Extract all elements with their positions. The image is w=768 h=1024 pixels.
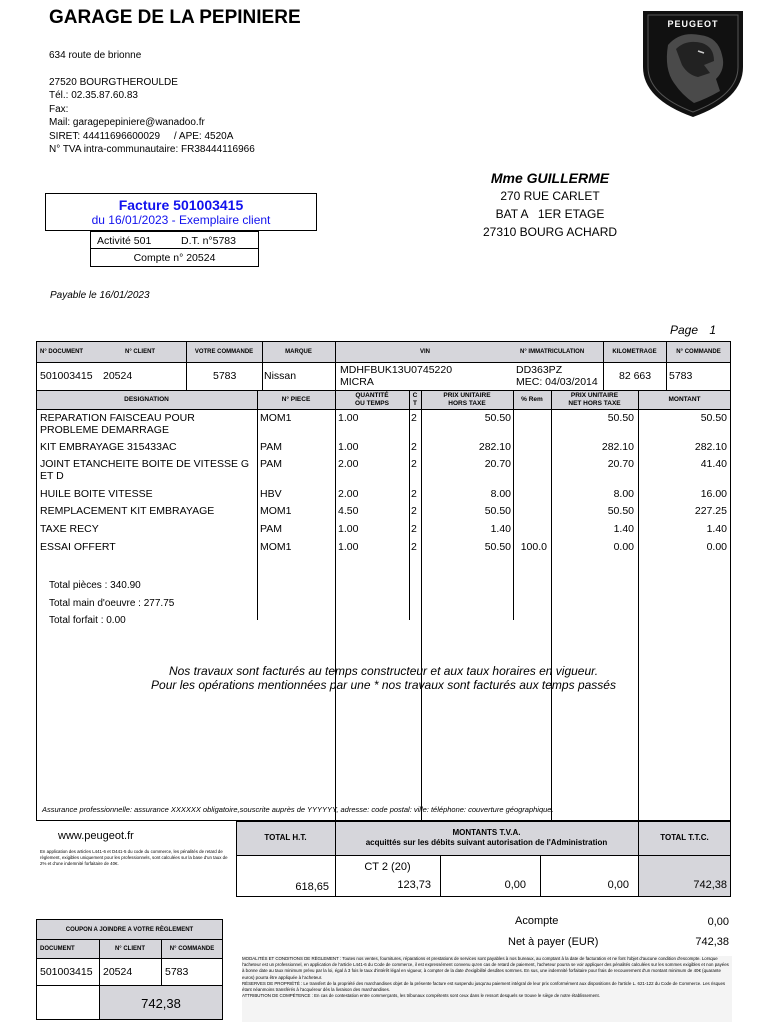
col-kilometrage: KILOMETRAGE (612, 349, 657, 355)
col-n-commande: N° COMMANDE (676, 349, 721, 355)
invoice-title: Facture 501003415 (118, 197, 244, 213)
line-rem: 100.0 (520, 541, 547, 553)
hv-vin: MDHFBUK13U0745220 (340, 364, 453, 376)
coupon-col-commande: N° COMMANDE (169, 946, 215, 952)
col-votre-commande: VOTRE COMMANDE (194, 349, 254, 355)
total-ht-label: TOTAL H.T. (264, 833, 307, 842)
line-designation (40, 541, 116, 553)
line-pu: 8.00 (490, 488, 511, 500)
tva-ct: CT 2 (20) (364, 861, 411, 873)
coupon-col-document: DOCUMENT (40, 946, 75, 952)
line-ct: 2 (411, 505, 417, 517)
line-montant: 16.00 (700, 488, 727, 500)
line-pu: 50.50 (484, 505, 511, 517)
website: www.peugeot.fr (58, 830, 134, 842)
client-line3: 27310 BOURG ACHARD (482, 225, 618, 239)
hv-km: 82 663 (619, 370, 652, 382)
line-net: 50.50 (607, 505, 634, 517)
tva-value-1: 123,73 (397, 879, 431, 891)
lh-montant: MONTANT (668, 396, 701, 403)
net-value: 742,38 (695, 936, 729, 948)
invoice-activity-box (90, 231, 259, 249)
line-montant: 227.25 (694, 505, 727, 517)
line-piece: MOM1 (260, 541, 292, 553)
lh-designation: DESIGNATION (124, 396, 169, 403)
line-designation (40, 458, 249, 482)
lh-piece: N° PIECE (281, 396, 311, 403)
acompte-label: Acompte (515, 915, 559, 927)
line-qty: 1.00 (338, 441, 359, 453)
col-marque: MARQUE (285, 349, 312, 355)
line-piece: PAM (260, 523, 282, 535)
line-pu: 20.70 (484, 458, 511, 470)
coupon-doc: 501003415 (40, 966, 93, 978)
total-ht-value: 618,65 (295, 881, 329, 893)
line-montant: 0.00 (706, 541, 727, 553)
line-piece: PAM (260, 441, 282, 453)
line-qty: 1.00 (338, 541, 359, 553)
line-designation-1: REMPLACEMENT KIT EMBRAYAGE (40, 505, 215, 517)
coupon-total: 742,38 (141, 996, 181, 1011)
line-designation-1: ESSAI OFFERT (40, 541, 116, 553)
lh-qty (335, 392, 409, 408)
hv-ncommande: 5783 (669, 370, 693, 382)
subtotal-forfait: Total forfait : 0.00 (49, 615, 126, 626)
coupon-commande: 5783 (165, 966, 189, 978)
logo-text: PEUGEOT (667, 19, 719, 29)
line-designation (40, 523, 99, 535)
lh-ct-1: C (412, 392, 418, 399)
line-montant: 50.50 (700, 412, 727, 424)
hv-immat: DD363PZ (516, 364, 563, 376)
lh-qty-2: OU TEMPS (355, 400, 389, 407)
line-designation (40, 412, 195, 436)
line-net: 282.10 (601, 441, 634, 453)
line-designation-1: HUILE BOITE VITESSE (40, 488, 153, 500)
page-label: Page (670, 323, 699, 337)
hv-client: 20524 (103, 370, 133, 382)
line-ct: 2 (411, 412, 417, 424)
line-qty: 4.50 (338, 505, 359, 517)
line-net: 8.00 (613, 488, 634, 500)
line-piece: MOM1 (260, 505, 292, 517)
lh-net (551, 392, 638, 408)
tva-label-2: acquittés sur les débits suivant autorisation de l'Administration (365, 838, 608, 847)
line-ct: 2 (411, 488, 417, 500)
client-line2: BAT A 1ER ETAGE (495, 207, 605, 221)
lh-rem: % Rem (521, 396, 543, 403)
line-designation-1: KIT EMBRAYAGE 315433AC (40, 441, 177, 453)
line-qty: 2.00 (338, 458, 359, 470)
ttc-label: TOTAL T.T.C. (660, 833, 709, 842)
garage-mail: Mail: garagepepiniere@wanadoo.fr (49, 117, 205, 128)
coupon-client: 20524 (103, 966, 133, 978)
hv-mec: MEC: 04/03/2014 (516, 376, 598, 388)
subtotal-pieces: Total pièces : 340.90 (49, 580, 141, 591)
line-designation (40, 441, 177, 453)
line-qty: 2.00 (338, 488, 359, 500)
garage-fax: Fax: (49, 103, 69, 115)
subtotal-mo: Total main d'oeuvre : 277.75 (49, 597, 175, 609)
lh-net-2: NET HORS TAXE (568, 400, 621, 407)
col-immatriculation: N° IMMATRICULATION (520, 349, 585, 355)
page-number: 1 (709, 323, 717, 337)
invoice-compte: Compte n° 20524 (133, 252, 216, 264)
invoice-title-box (45, 193, 317, 231)
hv-commande: 5783 (213, 370, 237, 382)
line-designation-1: REPARATION FAISCEAU POUR (40, 412, 195, 424)
line-net: 1.40 (613, 523, 634, 535)
note-line1: Nos travaux sont facturés au temps constructeur et aux taux horaires en vigueur. (168, 664, 599, 678)
hv-document: 501003415 (40, 370, 93, 382)
line-designation (40, 488, 153, 500)
line-piece: HBV (260, 488, 282, 500)
ttc-value: 742,38 (693, 879, 727, 891)
line-piece: MOM1 (260, 412, 292, 424)
line-piece: PAM (260, 458, 282, 470)
col-document: N° DOCUMENT (40, 349, 84, 355)
line-ct: 2 (411, 523, 417, 535)
line-montant: 41.40 (700, 458, 727, 470)
garage-info (49, 49, 379, 157)
hv-marque: Nissan (264, 370, 297, 382)
lh-pu-2: HORS TAXE (448, 400, 486, 407)
lh-ct-2: T (413, 400, 417, 407)
line-pu: 1.40 (490, 523, 511, 535)
garage-tva: N° TVA intra-communautaire: FR38444116966 (49, 144, 255, 155)
line-qty: 1.00 (338, 412, 359, 424)
invoice-compte-box (90, 248, 259, 267)
tva-label (335, 828, 638, 848)
client-address (460, 170, 640, 241)
invoice-subtitle: du 16/01/2023 - Exemplaire client (91, 213, 271, 227)
line-designation-1: TAXE RECY (40, 523, 99, 535)
lh-pu-1: PRIX UNITAIRE (443, 392, 491, 399)
line-ct: 2 (411, 441, 417, 453)
hv-model: MICRA (340, 376, 374, 388)
line-qty: 1.00 (338, 523, 359, 535)
lh-ct (409, 392, 421, 408)
line-designation-2: ET D (40, 470, 64, 482)
net-label: Net à payer (EUR) (508, 936, 599, 948)
client-name: Mme GUILLERME (490, 170, 610, 186)
tva-value-3: 0,00 (607, 879, 629, 891)
peugeot-logo (640, 7, 746, 119)
garage-siret: SIRET: 44411696600029 / APE: 4520A (49, 130, 234, 142)
coupon-title: COUPON A JOINDRE A VOTRE RÈGLEMENT (65, 927, 194, 933)
line-pu: 50.50 (484, 541, 511, 553)
lh-pu (421, 392, 513, 408)
col-client: N° CLIENT (125, 349, 156, 355)
col-vin: VIN (419, 349, 430, 355)
conditions (242, 956, 732, 1022)
line-designation-1: JOINT ETANCHEITE BOITE DE VITESSE G (40, 458, 250, 470)
line-montant: 1.40 (706, 523, 727, 535)
payable-date: Payable le 16/01/2023 (50, 290, 150, 301)
line-designation (40, 505, 214, 517)
line-pu: 50.50 (484, 412, 511, 424)
garage-name: GARAGE DE LA PEPINIERE (49, 7, 301, 28)
client-line1: 270 RUE CARLET (500, 189, 600, 203)
note-line2: Pour les opérations mentionnées par une * nos travaux sont facturés aux temps passés (151, 678, 616, 692)
conditions-competence: ATTRIBUTION DE COMPÉTENCE : En cas de contestation entre commerçants, les tribunaux compétents sont ceux dans le ressort desquels se trouve le siège de notre établissement. (242, 993, 600, 999)
tva-label-1: MONTANTS T.V.A. (452, 828, 521, 837)
line-net: 0.00 (613, 541, 634, 553)
line-ct: 2 (411, 541, 417, 553)
invoice-dt: D.T. n°5783 (181, 235, 236, 247)
tva-value-2: 0,00 (504, 879, 526, 891)
insurance-note: Assurance professionnelle: assurance XXXXXX obligatoire,souscrite auprès de YYYYYY, adresse: code postal: ville: téléphone: couverture géographique. (42, 805, 554, 814)
line-montant: 282.10 (694, 441, 727, 453)
conditions-reglement: MODALITÉS ET CONDITIONS DE RÈGLEMENT : Toutes nos ventes, fournitures, réparations et prestations de services sont payables à nos bureaux, au comptant à la date de facturation et ne font l'objet d'aucune condition d'escompte. Lorsque l'acheteur est un professionnel, en application de l'article L441-6 du Code de commerce, il est expressément convenu qu'en cas de retard de paiement, l'acheteur pourra se voir appliquer des pénalités calculées sur les sommes exigibles et non payées à bonne date au taux minimum prévu par la loi, égal à 3 fois le taux d'intérêt légal en vigueur, à compter de la date d'exigibilité desdites sommes. En sus, une indemnité forfaitaire pour frais de recouvrement d'un montant minimum de 40€ (quarante euros) pourra être appliquée à l'acheteur. (242, 956, 729, 980)
notes (36, 664, 731, 692)
line-designation-2: PROBLEME DEMARRAGE (40, 424, 169, 436)
acompte-value: 0,00 (707, 916, 729, 928)
line-net: 50.50 (607, 412, 634, 424)
line-pu: 282.10 (478, 441, 511, 453)
coupon-col-client: N° CLIENT (114, 946, 146, 952)
subtotals (49, 577, 174, 630)
conditions-propriete: RÉSERVES DE PROPRIÉTÉ : Le transfert de la propriété des marchandises objet de la présente facture est suspendu jusqu'au paiement intégral de leur prix conformément aux dispositions de l'article L. 621-122 du Code de Commerce. Les risques étant néanmoins transférés à l'acquéreur dès la livraison des marchandises. (242, 980, 726, 993)
legal-small: En application des articles L441-6 et D441-5 du code du commerce, les pénalités de retard de règlement, exigibles uniquement pour les professionnels, sont calculées sur la base d'un taux de 2% et d'une indemnité forfaitaire de 40€. (40, 849, 228, 867)
line-ct: 2 (411, 458, 417, 470)
invoice-activite: Activité 501 (97, 235, 152, 247)
lh-net-1: PRIX UNITAIRE (570, 392, 619, 399)
lh-qty-1: QUANTITÉ (355, 392, 389, 399)
page-indicator (670, 323, 716, 337)
garage-tel: Tél.: 02.35.87.60.83 (49, 90, 138, 101)
garage-city: 27520 BOURGTHEROULDE (49, 76, 178, 88)
line-net: 20.70 (607, 458, 634, 470)
garage-address: 634 route de brionne (49, 50, 142, 61)
